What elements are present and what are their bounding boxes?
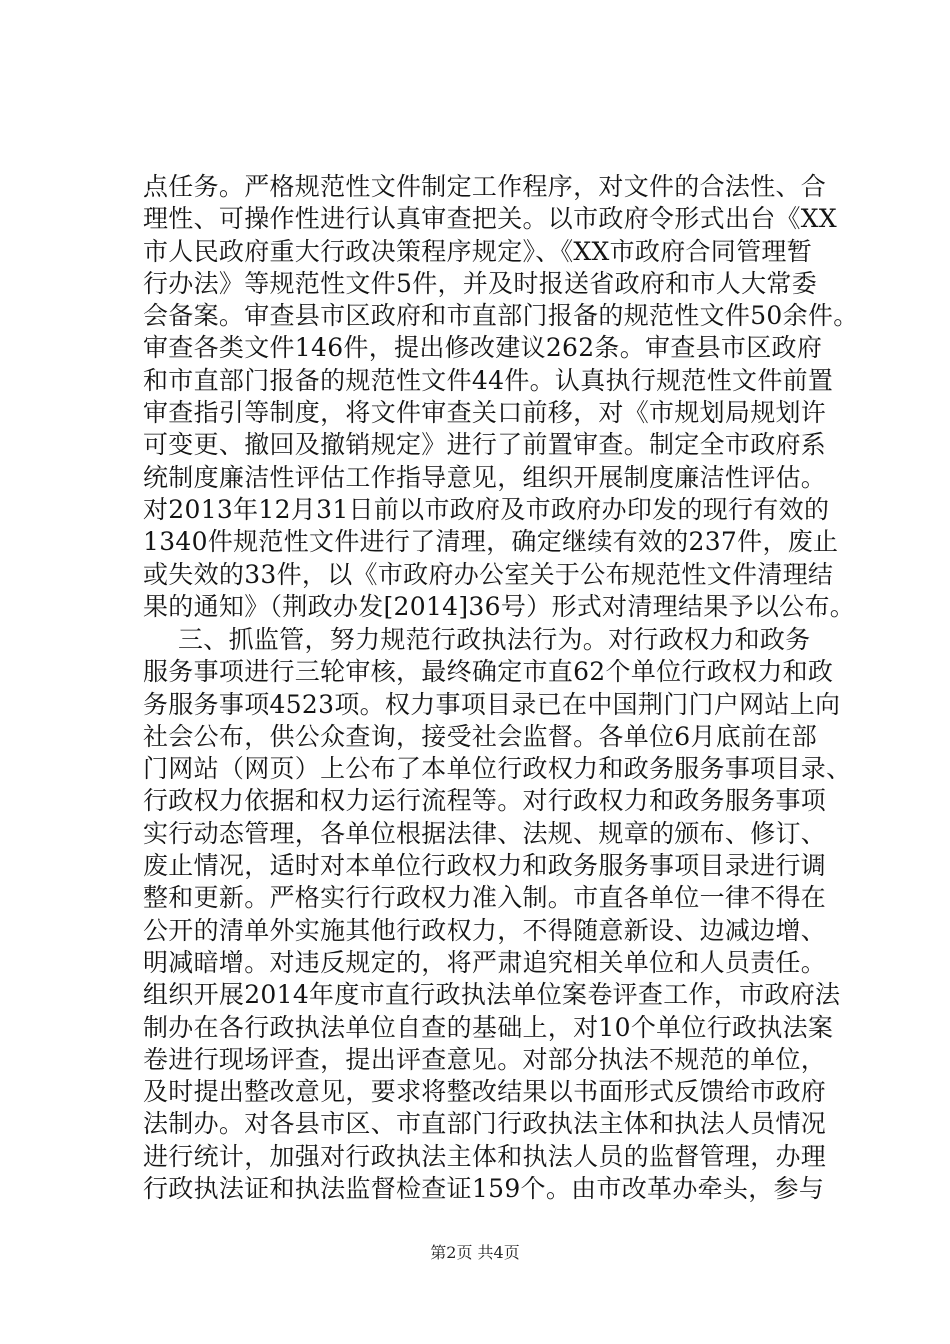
text-line: 公开的清单外实施其他行政权力，不得随意新设、边减边增、 [143, 915, 827, 945]
paragraph-1 [143, 171, 863, 623]
text-line: 理性、可操作性进行认真审查把关。以市政府令形式出台《XX [143, 204, 837, 234]
text-line: 法制办。对各县市区、市直部门行政执法主体和执法人员情况 [143, 1109, 827, 1139]
text-line: 行办法》等规范性文件5件，并及时报送省政府和市人大常委 [143, 268, 818, 298]
text-line: 审查指引等制度，将文件审查关口前移，对《市规划局规划许 [143, 398, 827, 428]
text-line: 卷进行现场评查，提出评查意见。对部分执法不规范的单位， [143, 1044, 827, 1074]
text-line: 会备案。审查县市区政府和市直部门报备的规范性文件50余件。 [143, 301, 859, 331]
text-line: 制办在各行政执法单位自查的基础上，对10个单位行政执法案 [143, 1012, 834, 1042]
text-line: 实行动态管理，各单位根据法律、法规、规章的颁布、修订、 [143, 818, 827, 848]
text-line: 行政执法证和执法监督检查证159个。由市改革办牵头，参与 [143, 1174, 825, 1204]
text-line: 果的通知》（荆政办发[2014]36号）形式对清理结果予以公布。 [143, 591, 856, 621]
text-line: 1340件规范性文件进行了清理，确定继续有效的237件，废止 [143, 527, 839, 557]
text-line: 门网站（网页）上公布了本单位行政权力和政务服务事项目录、 [143, 754, 852, 784]
text-line: 及时提出整改意见，要求将整改结果以书面形式反馈给市政府 [143, 1077, 827, 1107]
text-line: 统制度廉洁性评估工作指导意见，组织开展制度廉洁性评估。 [143, 462, 827, 492]
text-line: 明减暗增。对违反规定的，将严肃追究相关单位和人员责任。 [143, 947, 827, 977]
text-line: 对2013年12月31日前以市政府及市政府办印发的现行有效的 [143, 494, 830, 524]
text-line: 点任务。严格规范性文件制定工作程序，对文件的合法性、合 [143, 172, 827, 201]
text-line: 社会公布，供公众查询，接受社会监督。各单位6月底前在部 [143, 721, 818, 751]
text-line: 和市直部门报备的规范性文件44件。认真执行规范性文件前置 [143, 365, 834, 395]
page-number-footer: 第2页 共4页 [430, 1243, 520, 1262]
text-line: 可变更、撤回及撤销规定》进行了前置审查。制定全市政府系 [143, 430, 827, 460]
text-line: 市人民政府重大行政决策程序规定》、《XX市政府合同管理暂 [143, 236, 812, 266]
text-line: 进行统计，加强对行政执法主体和执法人员的监督管理，办理 [143, 1141, 827, 1171]
text-line: 行政权力依据和权力运行流程等。对行政权力和政务服务事项 [143, 786, 827, 816]
text-line: 服务事项进行三轮审核，最终确定市直62个单位行政权力和政 [143, 657, 834, 687]
text-line: 审查各类文件146件，提出修改建议262条。审查县市区政府 [143, 333, 823, 363]
text-line: 组织开展2014年度市直行政执法单位案卷评查工作，市政府法 [143, 980, 841, 1010]
text-line: 废止情况，适时对本单位行政权力和政务服务事项目录进行调 [143, 851, 827, 881]
paragraph-2 [143, 624, 863, 1205]
text-line: 整和更新。严格实行行政权力准入制。市直各单位一律不得在 [143, 883, 827, 913]
text-line: 或失效的33件，以《市政府办公室关于公布规范性文件清理结 [143, 559, 834, 589]
text-line: 三、抓监管，努力规范行政执法行为。对行政权力和政务 [178, 625, 811, 654]
text-line: 务服务事项4523项。权力事项目录已在中国荆门门户网站上向 [143, 689, 841, 719]
